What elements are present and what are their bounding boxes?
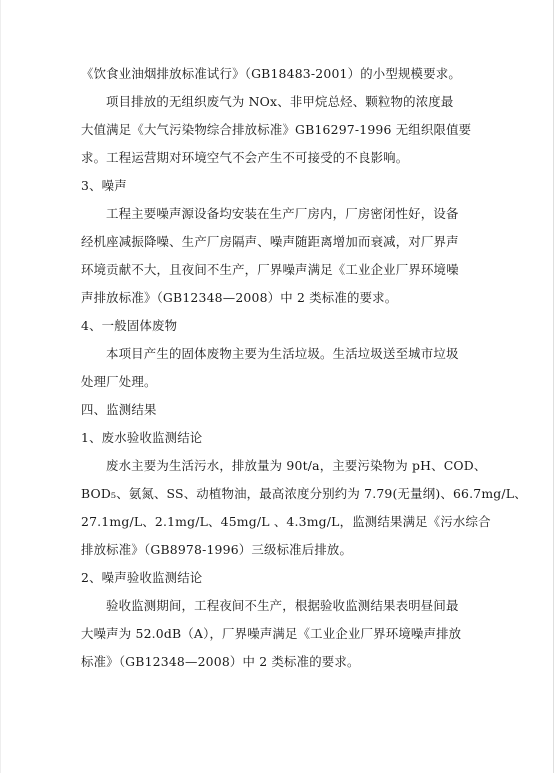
text-line: 《饮食业油烟排放标准试行》（GB18483-2001）的小型规模要求。 xyxy=(81,66,461,81)
text-line: 经机座减振降噪、生产厂房隔声、噪声随距离增加而衰减，对厂界声 xyxy=(81,234,459,249)
text-line: 工程主要噪声源设备均安装在生产厂房内，厂房密闭性好，设备 xyxy=(106,206,459,221)
text-line: BOD₅、氨氮、SS、动植物油，最高浓度分别约为 7.79(无量纲)、66.7mg/L、 xyxy=(81,486,527,501)
text-line: 四、监测结果 xyxy=(81,402,157,417)
text-line: 排放标准》（GB8978-1996）三级标准后排放。 xyxy=(81,542,353,557)
text-line: 验收监测期间，工程夜间不生产，根据验收监测结果表明昼间最 xyxy=(106,598,459,613)
text-line: 标准》（GB12348—2008）中 2 类标准的要求。 xyxy=(81,654,360,669)
text-line: 1、废水验收监测结论 xyxy=(81,430,203,445)
text-line: 本项目产生的固体废物主要为生活垃圾。生活垃圾送至城市垃圾 xyxy=(106,346,459,361)
text-line: 大噪声为 52.0dB（A），厂界噪声满足《工业企业厂界环境噪声排放 xyxy=(81,626,462,641)
text-line: 3、噪声 xyxy=(81,178,127,193)
text-line: 环境贡献不大，且夜间不生产，厂界噪声满足《工业企业厂界环境噪 xyxy=(81,262,459,277)
text-line: 声排放标准》（GB12348—2008）中 2 类标准的要求。 xyxy=(81,290,398,305)
document-body xyxy=(81,60,527,676)
text-line: 大值满足《大气污染物综合排放标准》GB16297-1996 无组织限值要 xyxy=(81,122,472,137)
text-line: 项目排放的无组织废气为 NOx、非甲烷总烃、颗粒物的浓度最 xyxy=(106,94,454,109)
text-line: 求。工程运营期对环境空气不会产生不可接受的不良影响。 xyxy=(81,150,409,165)
text-line: 4、一般固体废物 xyxy=(81,318,178,333)
text-line: 废水主要为生活污水，排放量为 90t/a，主要污染物为 pH、COD、 xyxy=(106,458,487,473)
text-line: 2、噪声验收监测结论 xyxy=(81,570,203,585)
text-line: 处理厂处理。 xyxy=(81,374,157,389)
text-line: 27.1mg/L、2.1mg/L、45mg/L 、4.3mg/L，监测结果满足《污水综合 xyxy=(81,514,491,529)
